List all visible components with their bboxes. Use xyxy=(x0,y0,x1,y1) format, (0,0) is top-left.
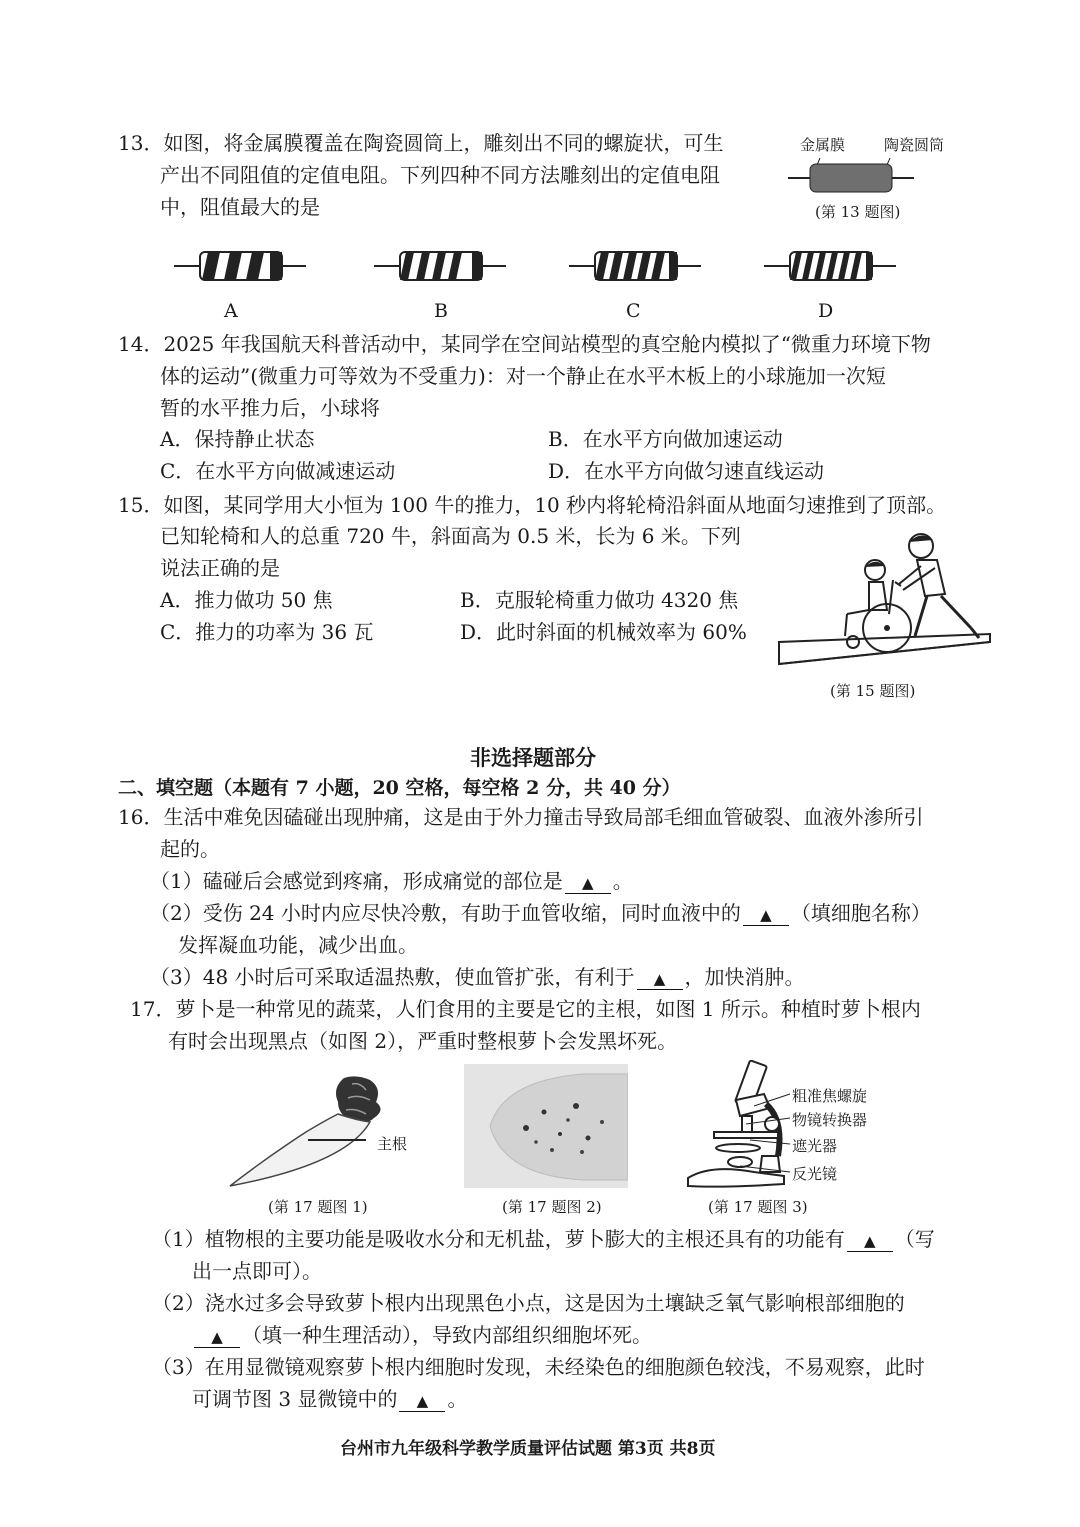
q17-p3-blank[interactable] xyxy=(399,1389,445,1412)
q17-p3-text: 可调节图 3 显微镜中的 xyxy=(192,1387,398,1411)
q17-fig1-label: 主根 xyxy=(377,1135,408,1153)
q17-p1-hint: （写 xyxy=(894,1227,935,1251)
q17-fig2-section xyxy=(464,1064,628,1188)
q16-p3-end: ，加快消肿。 xyxy=(684,965,805,989)
q17-part-1 xyxy=(152,1226,935,1252)
q17-p1-line-2: 出一点即可）。 xyxy=(192,1259,322,1283)
q16-p2-hint: （填细胞名称） xyxy=(790,901,931,925)
q17-part-3 xyxy=(192,1386,467,1412)
q17-fig3-label-nosepiece: 物镜转换器 xyxy=(792,1111,868,1129)
q16-part-3 xyxy=(150,964,805,990)
q17-p3-line-1: （3）在用显微镜观察萝卜根内细胞时发现，未经染色的细胞颜色较浅，不易观察，此时 xyxy=(152,1355,925,1379)
q17-p2-blank[interactable] xyxy=(194,1325,240,1348)
q15-option-c: C．推力的功率为 36 瓦 xyxy=(160,620,374,644)
q17-fig3-label-coarse-focus: 粗准焦螺旋 xyxy=(792,1087,868,1105)
q16-p1-blank[interactable] xyxy=(565,871,611,894)
page-footer: 台州市九年级科学教学质量评估试题 第3页 共8页 xyxy=(340,1439,716,1459)
q13-fig-label-ceramic: 陶瓷圆筒 xyxy=(884,136,945,154)
q17-fig1-caption: (第 17 题图 1) xyxy=(268,1198,368,1216)
q17-fig3-label-diaphragm: 遮光器 xyxy=(792,1137,838,1155)
q16-p3-text: （3）48 小时后可采取适温热敷，使血管扩张，有利于 xyxy=(150,965,635,989)
q14-option-c: C．在水平方向做减速运动 xyxy=(160,459,396,483)
q13-fig-caption: (第 13 题图) xyxy=(815,203,901,221)
triangle-icon: ▲ xyxy=(653,970,666,988)
q14-line-3: 暂的水平推力后，小球将 xyxy=(160,396,380,420)
q13-fig-label-metal: 金属膜 xyxy=(800,136,846,154)
q13-option-a-resistor xyxy=(170,244,310,288)
q13-resistor-figure xyxy=(780,150,930,198)
triangle-icon: ▲ xyxy=(760,906,772,924)
section-title: 非选择题部分 xyxy=(470,745,596,770)
q15-wheelchair-ramp-figure xyxy=(775,524,995,672)
q15-option-b: B．克服轮椅重力做功 4320 焦 xyxy=(460,588,739,612)
q16-p1-end: 。 xyxy=(612,869,633,893)
q17-p3-end: 。 xyxy=(447,1387,468,1411)
q13-line-3: 中，阻值最大的是 xyxy=(160,195,320,219)
q14-option-b: B．在水平方向做加速运动 xyxy=(548,427,783,451)
q14-line-2: 体的运动”(微重力可等效为不受重力)：对一个静止在水平木板上的小球施加一次短 xyxy=(160,364,886,388)
q16-p2-line-2: 发挥凝血功能，减少出血。 xyxy=(178,933,418,957)
q13-option-b-label: B xyxy=(434,300,448,322)
q15-line-1: 15．如图，某同学用大小恒为 100 牛的推力，10 秒内将轮椅沿斜面从地面匀速推到了顶部。 xyxy=(118,493,947,517)
q17-fig3-label-mirror: 反光镜 xyxy=(792,1165,838,1183)
q17-p1-text: （1）植物根的主要功能是吸收水分和无机盐，萝卜膨大的主根还具有的功能有 xyxy=(152,1227,845,1251)
q14-line-1: 14．2025 年我国航天科普活动中，某同学在空间站模型的真空舱内模拟了“微重力环境下物 xyxy=(118,332,931,356)
q15-option-a: A．推力做功 50 焦 xyxy=(160,588,333,612)
q15-line-2: 已知轮椅和人的总重 720 牛，斜面高为 0.5 米，长为 6 米。下列 xyxy=(160,524,741,548)
q17-p1-blank[interactable] xyxy=(847,1229,893,1252)
q16-line-1: 16．生活中难免因磕碰出现肿痛，这是由于外力撞击导致局部毛细血管破裂、血液外渗所引 xyxy=(118,805,924,829)
q15-option-d: D．此时斜面的机械效率为 60% xyxy=(460,620,747,644)
q17-line-2: 有时会出现黑点（如图 2），严重时整根萝卜会发黑坏死。 xyxy=(168,1029,678,1053)
q16-part-2 xyxy=(150,900,931,926)
section-subtitle: 二、填空题（本题有 7 小题，20 空格，每空格 2 分，共 40 分） xyxy=(118,777,681,799)
q16-part-1 xyxy=(150,868,633,894)
q15-line-3: 说法正确的是 xyxy=(160,556,280,580)
q13-option-d-resistor xyxy=(760,244,900,288)
q14-option-a: A．保持静止状态 xyxy=(160,427,315,451)
triangle-icon: ▲ xyxy=(863,1232,876,1250)
q17-line-1: 17．萝卜是一种常见的蔬菜，人们食用的主要是它的主根，如图 1 所示。种植时萝卜根内 xyxy=(130,997,921,1021)
triangle-icon: ▲ xyxy=(416,1392,429,1410)
q13-line-2: 产出不同阻值的定值电阻。下列四种不同方法雕刻出的定值电阻 xyxy=(160,163,720,187)
q15-fig-caption: (第 15 题图) xyxy=(830,682,916,700)
q17-fig2-caption: (第 17 题图 2) xyxy=(502,1198,602,1216)
q17-p2-line-1: （2）浇水过多会导致萝卜根内出现黑色小点，这是因为土壤缺乏氧气影响根部细胞的 xyxy=(152,1291,905,1315)
q13-line-1: 13．如图，将金属膜覆盖在陶瓷圆筒上，雕刻出不同的螺旋状，可生 xyxy=(118,131,724,155)
q16-p2-text: （2）受伤 24 小时内应尽快冷敷，有助于血管收缩，同时血液中的 xyxy=(150,901,741,925)
triangle-icon: ▲ xyxy=(211,1328,223,1346)
q13-option-a-label: A xyxy=(224,300,238,322)
q13-option-c-resistor xyxy=(565,244,705,288)
q14-option-d: D．在水平方向做匀速直线运动 xyxy=(548,459,825,483)
q13-option-c-label: C xyxy=(626,300,641,322)
q13-option-b-resistor xyxy=(370,244,510,288)
triangle-icon: ▲ xyxy=(581,874,594,892)
q16-p2-blank[interactable] xyxy=(743,903,789,926)
q16-line-2: 起的。 xyxy=(160,837,220,861)
q17-p2-hint: （填一种生理活动），导致内部组织细胞坏死。 xyxy=(242,1323,652,1347)
q13-option-d-label: D xyxy=(818,300,834,322)
q17-part-2 xyxy=(192,1322,652,1348)
q16-p3-blank[interactable] xyxy=(637,967,683,990)
q16-p1-text: （1）磕碰后会感觉到疼痛，形成痛觉的部位是 xyxy=(150,869,563,893)
q17-fig3-caption: (第 17 题图 3) xyxy=(708,1198,808,1216)
